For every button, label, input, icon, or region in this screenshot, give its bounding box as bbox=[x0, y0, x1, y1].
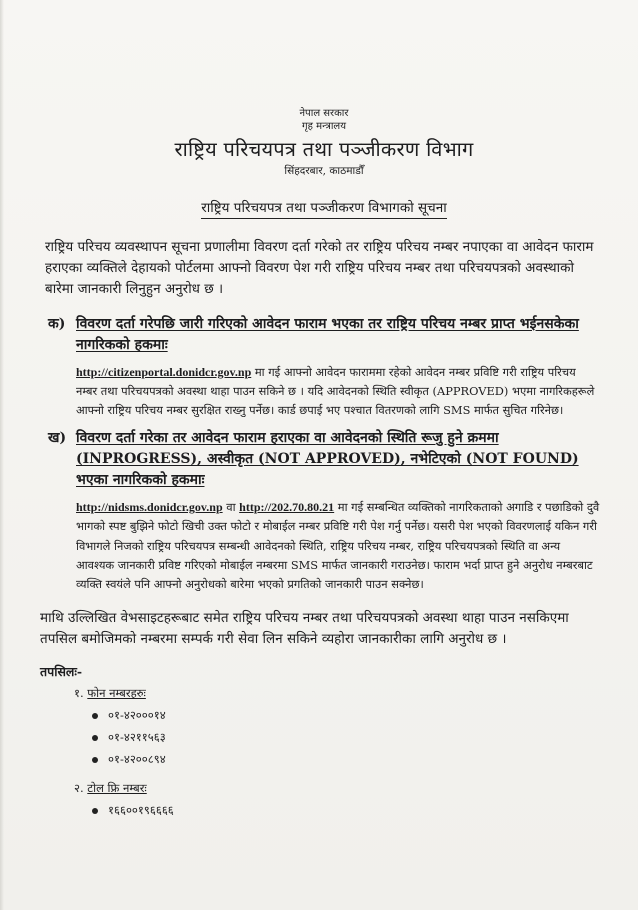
section-b bbox=[48, 428, 600, 594]
list-item bbox=[92, 705, 600, 727]
ip-address-link[interactable]: http://202.70.80.21 bbox=[239, 500, 335, 515]
intro-paragraph: राष्ट्रिय परिचय व्यवस्थापन सूचना प्रणालीमा विवरण दर्ता गरेको तर राष्ट्रिय परिचय नम्बर नपाएका वा आवेदन फाराम हराएका व्यक्तिले देहायको पोर्टलमा आफ्नो विवरण पेश गरी राष्ट्रिय परिचय नम्बर तथा परिचयपत्रको अवस्थाको बारेमा जानकारी लिनुहुन अनुरोध छ । bbox=[45, 239, 594, 297]
section-a bbox=[48, 314, 600, 420]
ministry-name: गृह मन्त्रालय bbox=[301, 120, 347, 132]
bullet-icon bbox=[92, 713, 98, 719]
citizen-portal-link[interactable]: http://citizenportal.donidcr.gov.np bbox=[76, 364, 252, 379]
government-name: नेपाल सरकार bbox=[299, 108, 349, 119]
phone-group-label: फोन नम्बरहरुः bbox=[87, 686, 146, 701]
department-name: राष्ट्रिय परिचयपत्र तथा पञ्जीकरण विभाग bbox=[174, 137, 474, 161]
section-a-marker: क) bbox=[48, 315, 66, 332]
department-address: सिंहदरबार, काठमाडौँ bbox=[284, 165, 364, 177]
list-item bbox=[92, 800, 600, 822]
section-b-marker: ख) bbox=[48, 430, 67, 447]
list-item bbox=[92, 727, 600, 749]
list-item bbox=[92, 749, 600, 771]
closing-paragraph: माथि उल्लिखित वेभसाइटहरूबाट समेत राष्ट्रिय परिचय नम्बर तथा परिचयपत्रको अवस्था थाहा पाउन नसकिएमा तपसिल बमोजिमको नम्बरमा सम्पर्क गरी सेवा लिन सकिने व्यहोरा जानकारीका लागि अनुरोध छ । bbox=[40, 610, 569, 647]
phone-number: ०१-४२००८९४ bbox=[108, 752, 166, 767]
tollfree-group-marker: २. bbox=[74, 780, 84, 795]
section-b-body: मा गई सम्बन्धित व्यक्तिको नागरिकताको अगाडि र पछाडिको दुवै भागको स्पष्ट बुझिने फोटो खिची उक्त फोटो र मोबाईल नम्बर प्रविष्टि गरी पेश गर्नु पर्नेछ। यसरी पेश भएको विवरणलाई यकिन गरी विभागले निजको राष्ट्रिय परिचयपत्र सम्बन्धी आवेदनको स्थिति, राष्ट्रिय परिचय नम्बर, राष्ट्रिय परिचयपत्रको स्थिति वा अन्य आवश्यक जानकारी प्रविष्ट गरिएको मोबाईल नम्बरमा SMS मार्फत जानकारी गराउनेछ। फाराम भर्दा प्राप्त हुने अनुरोध नम्बरबाट व्यक्ति स्वयंले पनि आफ्नो अनुरोधको बारेमा भएको प्रगतिको जानकारी पाउन सक्नेछ। bbox=[76, 500, 600, 591]
phone-group bbox=[74, 686, 600, 771]
section-b-text bbox=[76, 497, 600, 594]
section-a-body: मा गई आफ्नो आवेदन फाराममा रहेको आवेदन नम्बर प्रविष्टि गरी राष्ट्रिय परिचय नम्बर तथा परिचयपत्रको अवस्था थाहा पाउन सकिने छ । यदि आवेदनको स्थिति स्वीकृत (APPROVED) भएमा नागरिकहरूले आफ्नो राष्ट्रिय परिचय नम्बर सुरक्षित राख्नु पर्नेछ। कार्ड छपाई भए पश्चात वितरणको लागि SMS मार्फत सुचित गरिनेछ। bbox=[76, 364, 595, 418]
section-a-heading: विवरण दर्ता गरेपछि जारी गरिएको आवेदन फाराम भएका तर राष्ट्रिय परिचय नम्बर प्राप्त भईनसकेका नागरिकको हकमाः bbox=[76, 315, 579, 353]
tollfree-group bbox=[74, 781, 600, 822]
bullet-icon bbox=[92, 735, 98, 741]
tollfree-number: १६६००१९६६६६ bbox=[108, 802, 174, 817]
details-label: तपसिलः- bbox=[40, 664, 83, 680]
section-b-heading: विवरण दर्ता गरेका तर आवेदन फाराम हराएका वा आवेदनको स्थिति रूजु हुने क्रममा (INPROGRESS), अस्वीकृत (NOT APPROVED), नभेटिएको (NOT FOUND) भएका नागरिकको हकमाः bbox=[76, 430, 579, 489]
bullet-icon bbox=[92, 808, 98, 814]
paper-edge bbox=[0, 0, 4, 910]
notice-title: राष्ट्रिय परिचयपत्र तथा पञ्जीकरण विभागको सूचना bbox=[201, 200, 446, 219]
tollfree-group-label: टोल फ्रि नम्बरः bbox=[87, 780, 147, 795]
phone-group-marker: १. bbox=[74, 686, 84, 701]
bullet-icon bbox=[92, 757, 98, 763]
letterhead bbox=[48, 108, 600, 219]
nidsms-link[interactable]: http://nidsms.donidcr.gov.np bbox=[76, 500, 223, 515]
section-b-joiner: वा bbox=[222, 500, 240, 515]
phone-number: ०१-४२०००१४ bbox=[108, 708, 166, 723]
phone-number: ०१-४२११५६३ bbox=[108, 730, 166, 745]
section-a-text bbox=[76, 362, 600, 420]
